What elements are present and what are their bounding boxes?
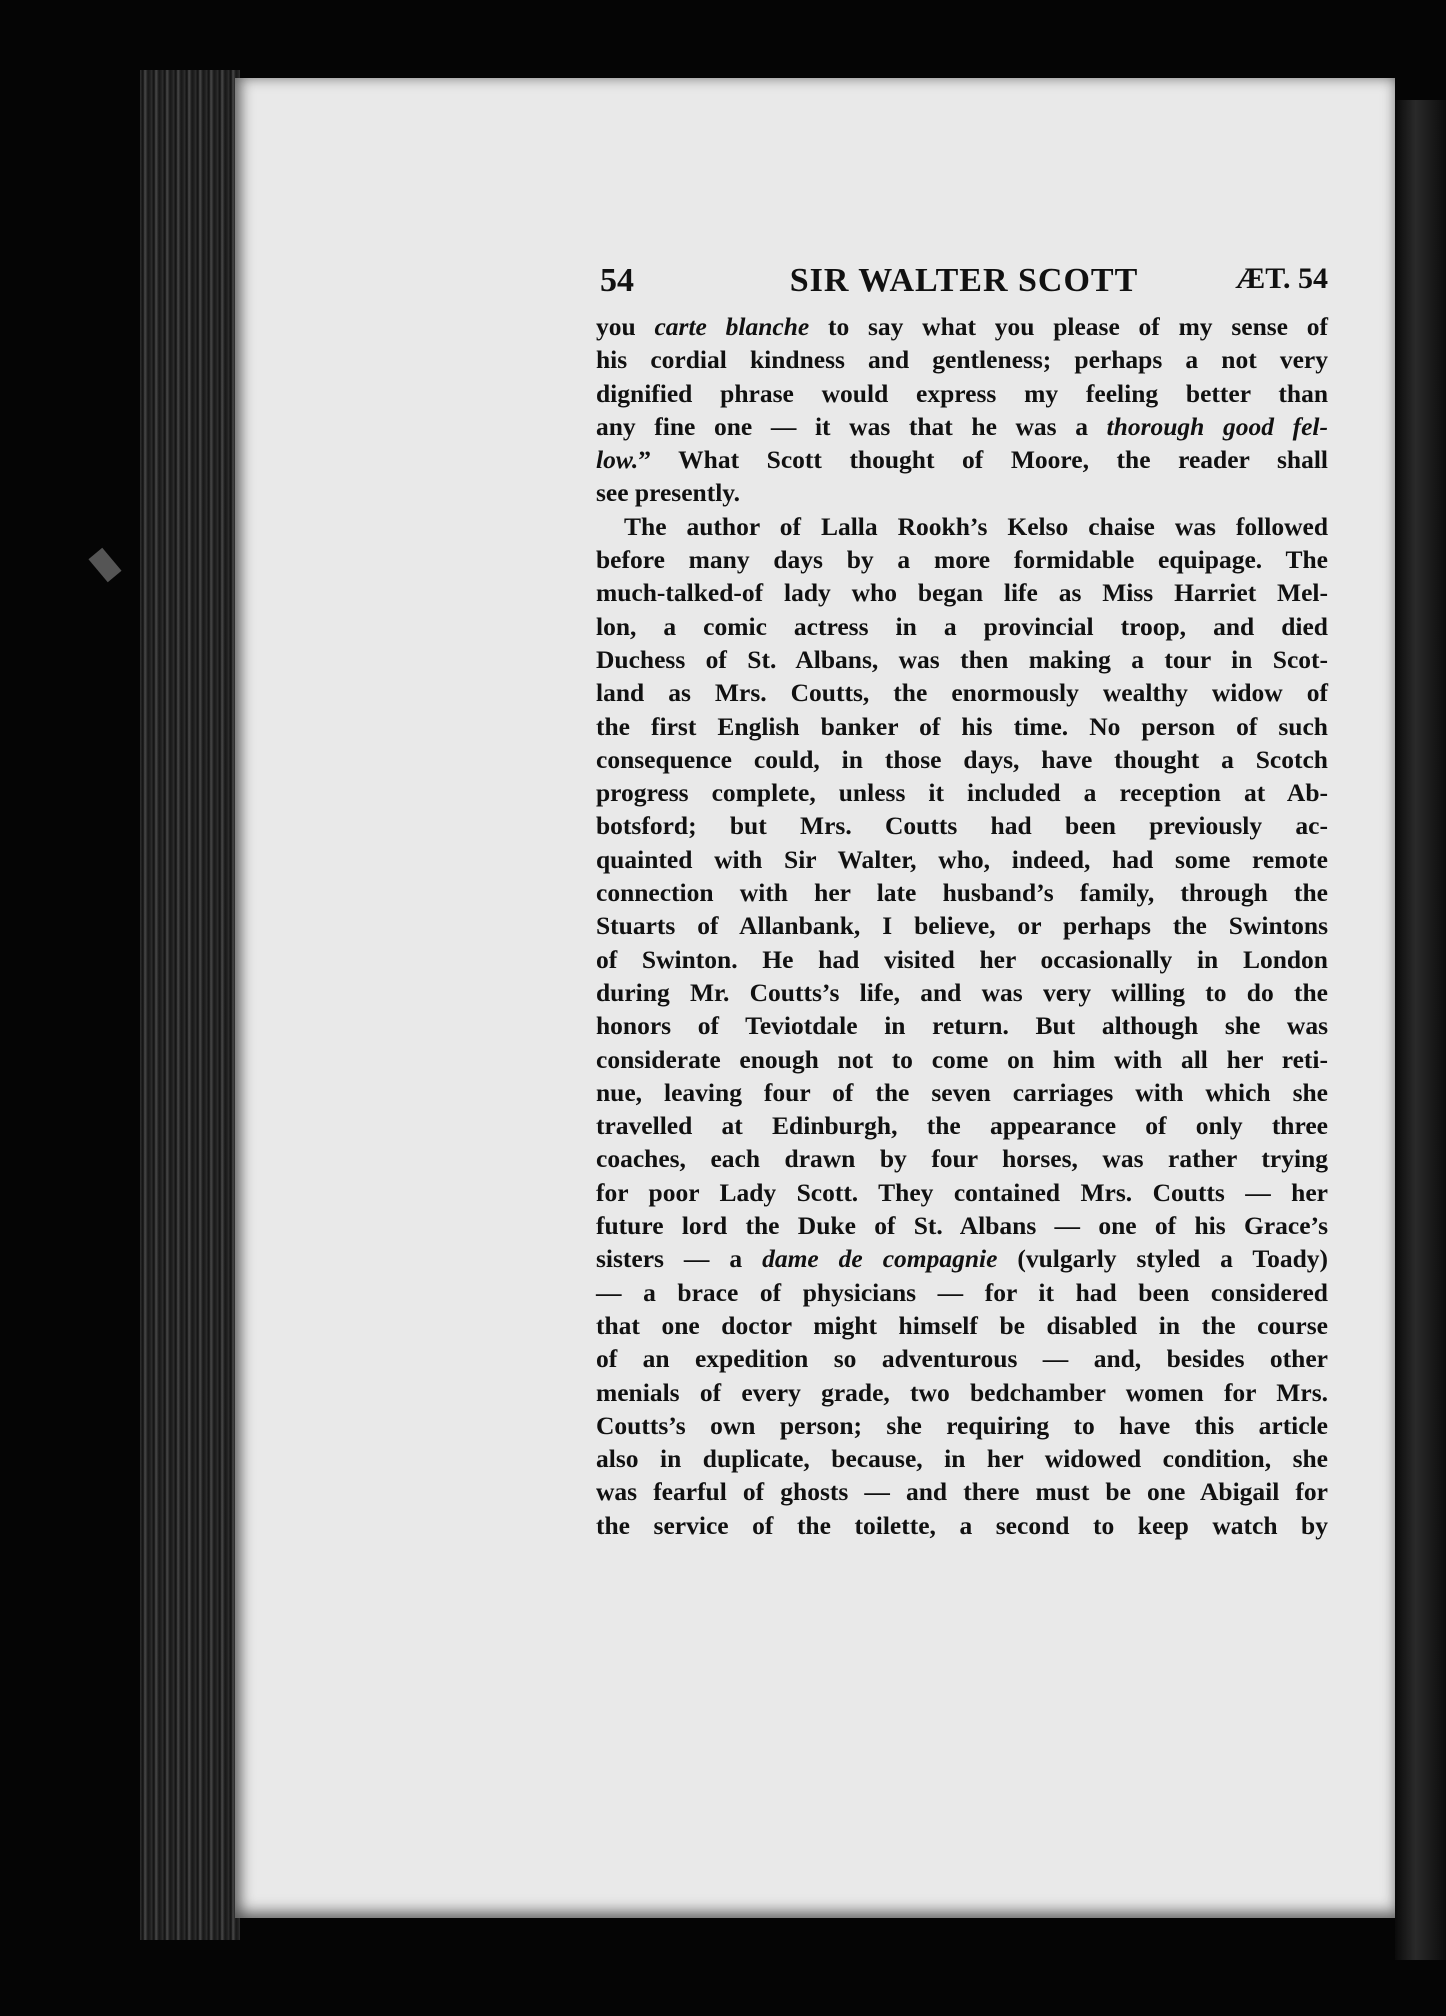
text-line: of an expedition so adventurous — and, besides other xyxy=(596,1344,1328,1374)
text-line: also in duplicate, because, in her widowed condition, she xyxy=(596,1444,1328,1474)
text-line: dignified phrase would express my feeling better than xyxy=(596,378,1328,408)
text-line: the service of the toilette, a second to keep watch by xyxy=(596,1510,1328,1540)
running-title: SIR WALTER SCOTT xyxy=(789,262,1139,299)
text-line: consequence could, in those days, have thought a Scotch xyxy=(596,744,1328,774)
text-line: during Mr. Coutts’s life, and was very willing to do the xyxy=(596,977,1328,1007)
text-line: was fearful of ghosts — and there must be one Abigail for xyxy=(596,1477,1328,1507)
text-line: before many days by a more formidable equipage. The xyxy=(596,545,1328,575)
text-line: you carte blanche to say what you please of my sense of xyxy=(596,312,1328,341)
text-line: see presently. xyxy=(596,478,741,508)
text-line: honors of Teviotdale in return. But although she was xyxy=(596,1011,1328,1041)
text-line: progress complete, unless it included a reception at Ab- xyxy=(596,778,1328,808)
text-line: lon, a comic actress in a provincial troop, and died xyxy=(596,611,1328,641)
text-line: Stuarts of Allanbank, I believe, or perhaps the Swintons xyxy=(596,911,1328,941)
text-line: travelled at Edinburgh, the appearance of only three xyxy=(596,1111,1328,1141)
text-line: the first English banker of his time. No person of such xyxy=(596,711,1328,741)
text-line: quainted with Sir Walter, who, indeed, had some remote xyxy=(596,844,1328,874)
text-line: his cordial kindness and gentleness; perhaps a not very xyxy=(596,345,1328,375)
book-fore-edge xyxy=(140,70,240,1940)
right-page-edge xyxy=(1395,100,1446,1960)
text-line: — a brace of physicians — for it had been considered xyxy=(596,1277,1328,1307)
text-line: nue, leaving four of the seven carriages with which she xyxy=(596,1077,1328,1107)
text-line: for poor Lady Scott. They contained Mrs. Coutts — her xyxy=(596,1177,1328,1207)
text-line: sisters — a dame de compagnie (vulgarly styled a Toady) xyxy=(596,1244,1329,1274)
text-line: low.” What Scott thought of Moore, the reader shall xyxy=(596,445,1328,475)
text-line: that one doctor might himself be disabled in the course xyxy=(596,1310,1328,1340)
body-text xyxy=(596,310,1328,1542)
text-line: botsford; but Mrs. Coutts had been previously ac- xyxy=(596,811,1328,841)
text-line: of Swinton. He had visited her occasionally in London xyxy=(596,944,1328,974)
text-line: Duchess of St. Albans, was then making a tour in Scot- xyxy=(596,644,1328,674)
text-line: The author of Lalla Rookh’s Kelso chaise was followed xyxy=(624,511,1328,541)
text-line: much-talked-of lady who began life as Miss Harriet Mel- xyxy=(596,578,1328,608)
text-line: menials of every grade, two bedchamber women for Mrs. xyxy=(596,1377,1328,1407)
text-line: connection with her late husband’s family, through the xyxy=(596,878,1328,908)
text-line: any fine one — it was that he was a thorough good fel- xyxy=(596,411,1328,441)
text-line: coaches, each drawn by four horses, was rather trying xyxy=(596,1144,1328,1174)
text-line: land as Mrs. Coutts, the enormously wealthy widow of xyxy=(596,678,1328,708)
text-line: Coutts’s own person; she requiring to have this article xyxy=(596,1410,1328,1440)
scan-smudge xyxy=(88,548,121,583)
text-line: future lord the Duke of St. Albans — one of his Grace’s xyxy=(596,1211,1328,1241)
text-line: considerate enough not to come on him with all her reti- xyxy=(596,1044,1328,1074)
running-header xyxy=(600,262,1328,304)
page-number: 54 xyxy=(600,262,634,299)
age-marker: ÆT. 54 xyxy=(1235,262,1328,295)
